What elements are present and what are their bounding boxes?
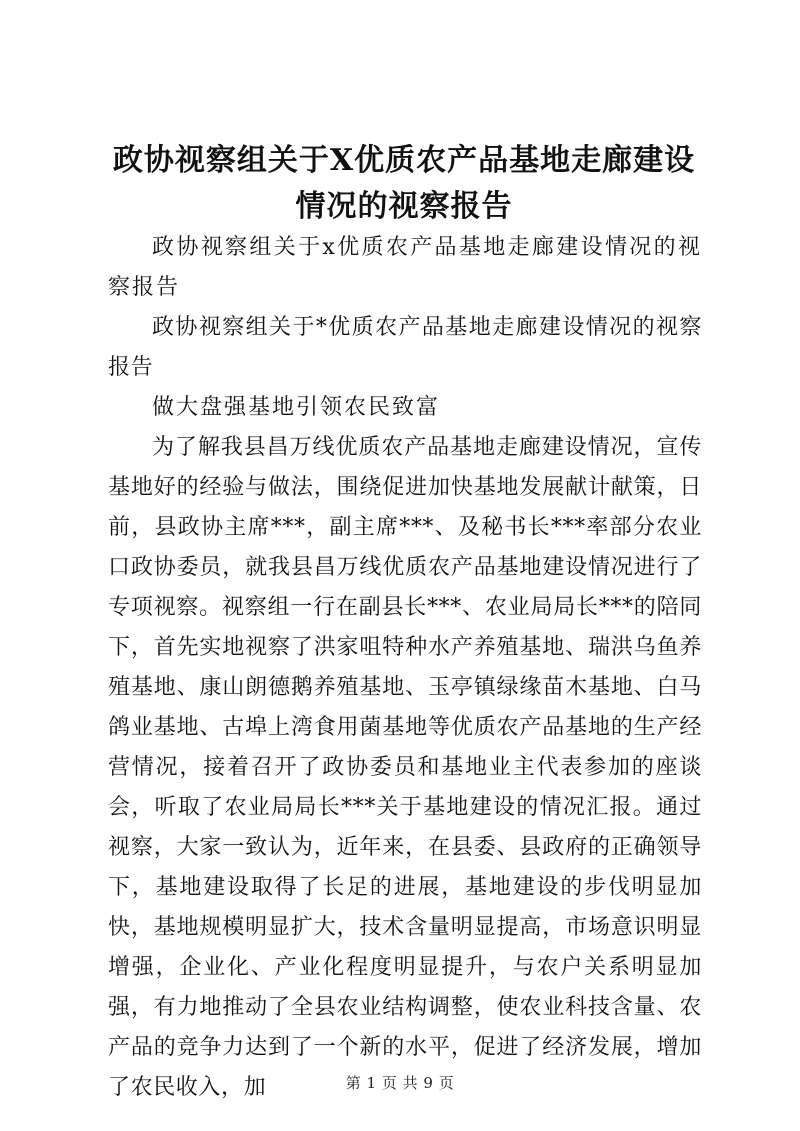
document-title: 政协视察组关于X优质农产品基地走廊建设情况的视察报告 [112,143,696,224]
document-body [108,228,702,1108]
page-number-footer: 第 1 页 共 9 页 [345,1074,455,1092]
paragraph-subtitle-x: 政协视察组关于x优质农产品基地走廊建设情况的视察报告 [108,235,702,300]
paragraph-main: 为了解我县昌万线优质农产品基地走廊建设情况，宣传基地好的经验与做法，围绕促进加快基地发展献计献策，日前，县政协主席***，副主席***、及秘书长***率部分农业口政协委员，就我县昌万线优质农产品基地建设情况进行了专项视察。视察组一行在副县长***、农业局局长***的陪同下，首先实地视察了洪家咀特种水产养殖基地、瑞洪乌鱼养殖基地、康山朗德鹅养殖基地、玉亭镇绿缘苗木基地、白马鸽业基地、古埠上湾食用菌基地等优质农产品基地的生产经营情况，接着召开了政协委员和基地业主代表参加的座谈会，听取了农业局局长***关于基地建设的情况汇报。通过视察，大家一致认为，近年来，在县委、县政府的正确领导下，基地建设取得了长足的进展，基地建设的步伐明显加快，基地规模明显扩大，技术含量明显提高，市场意识明显增强，企业化、产业化程度明显提升，与农户关系明显加强，有力地推动了全县农业结构调整，使农业科技含量、农产品的竞争力达到了一个新的水平，促进了经济发展，增加了农民收入，加 [108,435,702,1100]
paragraph-subtitle-star: 政协视察组关于*优质农产品基地走廊建设情况的视察报告 [108,315,702,380]
paragraph-heading: 做大盘强基地引领农民致富 [152,395,441,420]
